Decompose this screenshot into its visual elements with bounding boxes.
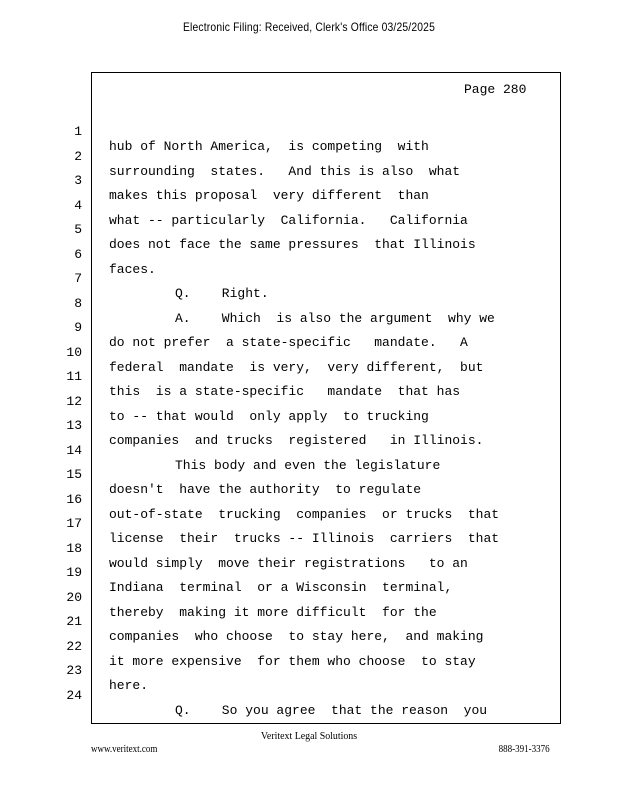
line-text: does not face the same pressures that Illinois bbox=[109, 237, 476, 252]
transcript-line bbox=[0, 281, 618, 326]
line-number: 22 bbox=[66, 638, 82, 654]
transcript-line bbox=[0, 452, 618, 497]
line-text: thereby making it more difficult for the bbox=[109, 604, 437, 620]
line-number: 1 bbox=[74, 124, 82, 139]
line-text: do not prefer a state-specific mandate. A bbox=[109, 335, 468, 350]
transcript-line bbox=[0, 134, 618, 179]
line-number: 23 bbox=[66, 663, 82, 678]
line-text: license their trucks -- Illinois carriers that bbox=[109, 531, 500, 546]
line-text: makes this proposal very different than bbox=[109, 188, 429, 203]
line-text: faces. bbox=[109, 261, 156, 277]
line-number: 19 bbox=[66, 565, 82, 580]
line-number: 8 bbox=[74, 295, 82, 311]
transcript-line bbox=[0, 158, 618, 203]
page-number: Page 280 bbox=[464, 82, 527, 97]
line-text: here. bbox=[109, 678, 149, 693]
line-text: companies and trucks registered in Illinois. bbox=[109, 433, 484, 448]
line-number: 2 bbox=[74, 148, 82, 164]
line-number: 12 bbox=[66, 393, 82, 409]
transcript-line bbox=[0, 109, 618, 154]
line-text: companies who choose to stay here, and making bbox=[109, 629, 484, 644]
line-number: 14 bbox=[66, 442, 82, 458]
line-text: A. Which is also the argument why we bbox=[175, 310, 495, 326]
line-text: Q. So you agree that the reason you bbox=[175, 702, 488, 718]
line-text: Indiana terminal or a Wisconsin terminal, bbox=[109, 580, 453, 595]
transcript-line bbox=[0, 183, 618, 228]
line-text: out-of-state trucking companies or trucks that bbox=[109, 506, 500, 522]
line-number: 11 bbox=[66, 369, 82, 384]
line-number: 18 bbox=[66, 540, 82, 556]
line-number: 3 bbox=[74, 173, 82, 188]
line-text: surrounding states. And this is also what bbox=[109, 163, 461, 179]
line-number: 4 bbox=[74, 197, 82, 213]
transcript-line bbox=[0, 624, 618, 669]
line-number: 9 bbox=[74, 320, 82, 335]
transcript-line bbox=[0, 232, 618, 277]
line-number: 17 bbox=[66, 516, 82, 531]
line-number: 21 bbox=[66, 614, 82, 629]
line-text: this is a state-specific mandate that has bbox=[109, 384, 461, 399]
transcript-line bbox=[0, 550, 618, 595]
transcript-line bbox=[0, 330, 618, 375]
line-number: 16 bbox=[66, 491, 82, 507]
line-text: federal mandate is very, very different, but bbox=[109, 359, 484, 375]
line-number: 10 bbox=[66, 344, 82, 360]
transcript-line bbox=[0, 379, 618, 424]
filing-stamp-header: Electronic Filing: Received, Clerk's Office 03/25/2025 bbox=[182, 20, 435, 34]
transcript-line bbox=[0, 501, 618, 546]
transcript-line bbox=[0, 575, 618, 620]
transcript-line bbox=[0, 354, 618, 399]
transcript-line bbox=[0, 305, 618, 350]
transcript-line bbox=[0, 256, 618, 301]
line-number: 13 bbox=[66, 418, 82, 433]
line-text: what -- particularly California. California bbox=[109, 212, 468, 228]
footer-website: www.veritext.com bbox=[91, 744, 158, 755]
transcript-line bbox=[0, 403, 618, 448]
line-text: doesn't have the authority to regulate bbox=[109, 482, 422, 497]
line-text: it more expensive for them who choose to stay bbox=[109, 653, 476, 669]
footer-company: Veritext Legal Solutions bbox=[260, 730, 358, 742]
line-number: 5 bbox=[74, 222, 82, 237]
line-number: 24 bbox=[66, 687, 82, 703]
transcript-line bbox=[0, 673, 618, 718]
transcript-line bbox=[0, 428, 618, 473]
line-number: 20 bbox=[66, 589, 82, 605]
transcript-line bbox=[0, 207, 618, 252]
line-text: This body and even the legislature bbox=[175, 457, 441, 473]
line-number: 15 bbox=[66, 467, 82, 482]
line-number: 7 bbox=[74, 271, 82, 286]
line-number: 6 bbox=[74, 246, 82, 262]
transcript-line bbox=[0, 477, 618, 522]
line-text: to -- that would only apply to trucking bbox=[109, 408, 429, 424]
line-text: Q. Right. bbox=[175, 286, 269, 301]
transcript-line bbox=[0, 648, 618, 693]
transcript-line bbox=[0, 526, 618, 571]
line-text: would simply move their registrations to an bbox=[109, 555, 468, 571]
line-text: hub of North America, is competing with bbox=[109, 139, 429, 154]
footer-phone: 888-391-3376 bbox=[498, 744, 550, 755]
transcript-line bbox=[0, 599, 618, 644]
